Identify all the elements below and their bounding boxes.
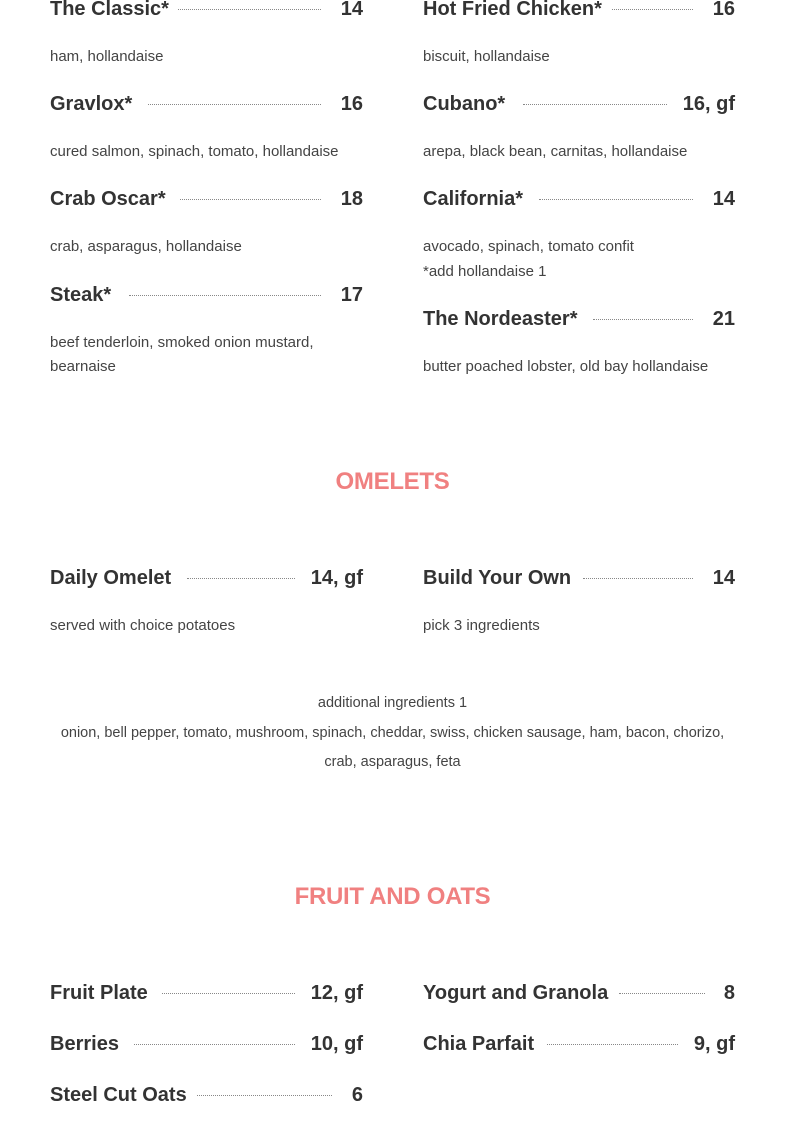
dotted-leader — [134, 1044, 295, 1045]
item-name: California* — [423, 188, 524, 210]
item-price: 21 — [712, 308, 735, 330]
item-price: 10, gf — [310, 1033, 363, 1055]
item-price: 14 — [712, 567, 735, 589]
item-description: butter poached lobster, old bay hollandaise — [423, 358, 709, 375]
item-price: 16 — [712, 0, 735, 20]
item-price: 8 — [723, 982, 735, 1004]
item-price: 12, gf — [310, 982, 363, 1004]
item-name: The Classic* — [50, 0, 169, 20]
item-price: 18 — [340, 188, 363, 210]
item-name: Fruit Plate — [50, 982, 148, 1004]
item-name: Chia Parfait — [423, 1033, 535, 1055]
additional-ingredients-list-cont: crab, asparagus, feta — [324, 754, 461, 770]
additional-ingredients-title: additional ingredients 1 — [317, 695, 468, 711]
item-description: crab, asparagus, hollandaise — [50, 238, 242, 255]
item-description: avocado, spinach, tomato confit — [423, 238, 634, 255]
item-name: Build Your Own — [423, 567, 572, 589]
dotted-leader — [148, 104, 321, 105]
item-description: beef tenderloin, smoked onion mustard, — [50, 334, 314, 351]
item-price: 14, gf — [310, 567, 363, 589]
item-price: 14 — [712, 188, 735, 210]
dotted-leader — [187, 578, 295, 579]
dotted-leader — [547, 1044, 678, 1045]
item-name: Berries — [50, 1033, 119, 1055]
item-name: Steel Cut Oats — [50, 1084, 187, 1106]
item-description: pick 3 ingredients — [423, 617, 540, 634]
item-description: ham, hollandaise — [50, 48, 164, 65]
item-name: Yogurt and Granola — [423, 982, 609, 1004]
item-description: biscuit, hollandaise — [423, 48, 550, 65]
item-price: 16 — [340, 93, 363, 115]
item-description-cont: bearnaise — [50, 358, 116, 375]
item-name: Crab Oscar* — [50, 188, 166, 210]
item-description: arepa, black bean, carnitas, hollandaise — [423, 143, 688, 160]
item-price: 14 — [340, 0, 363, 20]
section-title: FRUIT AND OATS — [294, 883, 491, 910]
item-description: cured salmon, spinach, tomato, hollandaise — [50, 143, 339, 160]
dotted-leader — [523, 104, 667, 105]
item-name: Gravlox* — [50, 93, 133, 115]
item-name: Hot Fried Chicken* — [423, 0, 602, 20]
dotted-leader — [162, 993, 295, 994]
item-price: 9, gf — [693, 1033, 735, 1055]
dotted-leader — [129, 295, 321, 296]
additional-ingredients-list: onion, bell pepper, tomato, mushroom, spinach, cheddar, swiss, chicken sausage, ham, bacon, chorizo, — [60, 725, 725, 741]
section-title: OMELETS — [335, 468, 450, 495]
item-price: 17 — [340, 284, 363, 306]
item-price: 6 — [351, 1084, 363, 1106]
item-name: Daily Omelet — [50, 567, 172, 589]
item-name: Cubano* — [423, 93, 506, 115]
item-note: *add hollandaise 1 — [423, 263, 547, 280]
item-name: Steak* — [50, 284, 112, 306]
item-description: served with choice potatoes — [50, 617, 236, 634]
item-name: The Nordeaster* — [423, 308, 578, 330]
item-price: 16, gf — [682, 93, 735, 115]
